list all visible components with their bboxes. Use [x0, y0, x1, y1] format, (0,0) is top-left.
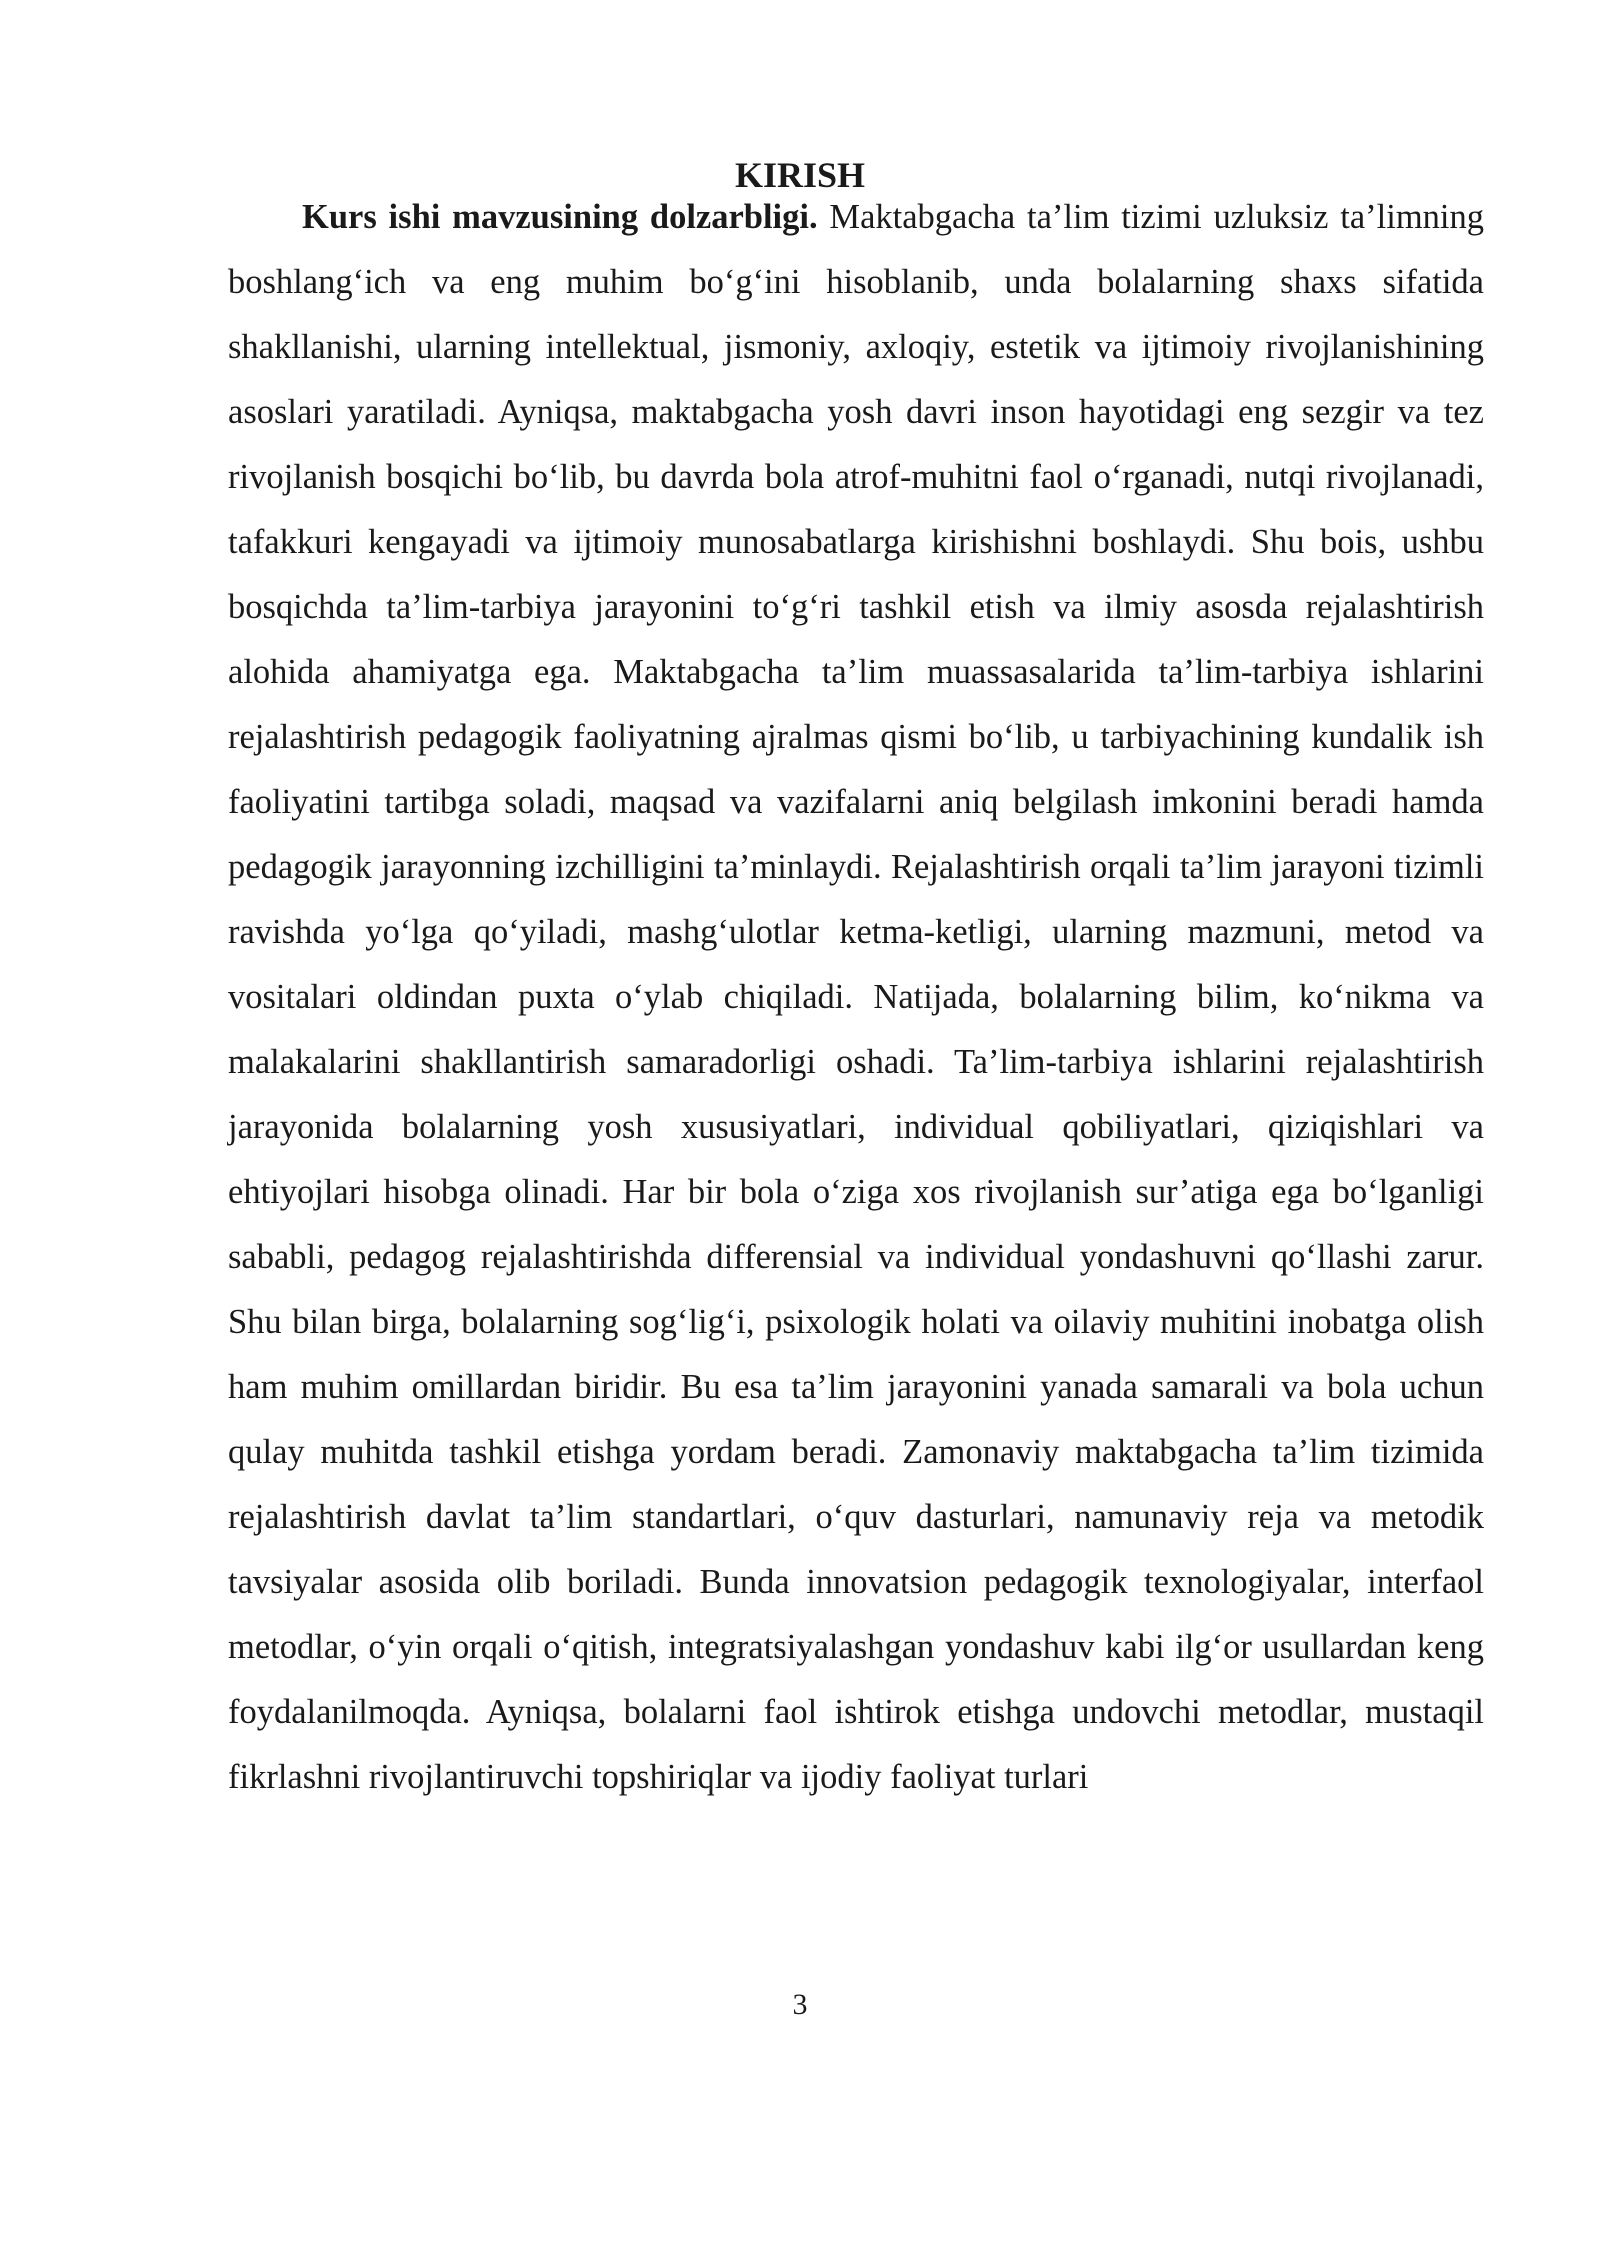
section-heading: KIRISH [734, 155, 866, 195]
page-number: 3 [792, 1988, 808, 2021]
body-paragraph [228, 185, 1484, 1810]
paragraph-text: Maktabgacha ta’lim tizimi uzluksiz ta’limning boshlang‘ich va eng muhim bo‘g‘ini hisoblanib, unda bolalarning shaxs sifatida shakllanishi, ularning intellektual, jismoniy, axloqiy, estetik va ijtimoiy rivojlanishining asoslari yaratiladi. Ayniqsa, maktabgacha yosh davri inson hayotidagi eng sezgir va tez rivojlanish bosqichi bo‘lib, bu davrda bola atrof-muhitni faol o‘rganadi, nutqi rivojlanadi, tafakkuri kengayadi va ijtimoiy munosabatlarga kirishishni boshlaydi. Shu bois, ushbu bosqichda ta’lim-tarbiya jarayonini to‘g‘ri tashkil etish va ilmiy asosda rejalashtirish alohida ahamiyatga ega. Maktabgacha ta’lim muassasalarida ta’lim-tarbiya ishlarini rejalashtirish pedagogik faoliyatning ajralmas qismi bo‘lib, u tarbiyachining kundalik ish faoliyatini tartibga soladi, maqsad va vazifalarni aniq belgilash imkonini beradi hamda pedagogik jarayonning izchilligini ta’minlaydi. Rejalashtirish orqali ta’lim jarayoni tizimli ravishda yo‘lga qo‘yiladi, mashg‘ulotlar ketma-ketligi, ularning mazmuni, metod va vositalari oldindan puxta o‘ylab chiqiladi. Natijada, bolalarning bilim, ko‘nikma va malakalarini shakllantirish samaradorligi oshadi. Ta’lim-tarbiya ishlarini rejalashtirish jarayonida bolalarning yosh xususiyatlari, individual qobiliyatlari, qiziqishlari va ehtiyojlari hisobga olinadi. Har bir bola o‘ziga xos rivojlanish sur’atiga ega bo‘lganligi sababli, pedagog rejalashtirishda differensial va individual yondashuvni qo‘llashi zarur. Shu bilan birga, bolalarning sog‘lig‘i, psixologik holati va oilaviy muhitini inobatga olish ham muhim omillardan biridir. Bu esa ta’lim jarayonini yanada samarali va bola uchun qulay muhitda tashkil etishga yordam beradi. Zamonaviy maktabgacha ta’lim tizimida rejalashtirish davlat ta’lim standartlari, o‘quv dasturlari, namunaviy reja va metodik tavsiyalar asosida olib boriladi. Bunda innovatsion pedagogik texnologiyalar, interfaol metodlar, o‘yin orqali o‘qitish, integratsiyalashgan yondashuv kabi ilg‘or usullardan keng foydalanilmoqda. Ayniqsa, bolalarni faol ishtirok etishga undovchi metodlar, mustaqil fikrlashni rivojlantiruvchi topshiriqlar va ijodiy faoliyat turlari [228, 198, 1484, 1796]
paragraph-lead: Kurs ishi mavzusining dolzarbligi. [302, 198, 818, 236]
